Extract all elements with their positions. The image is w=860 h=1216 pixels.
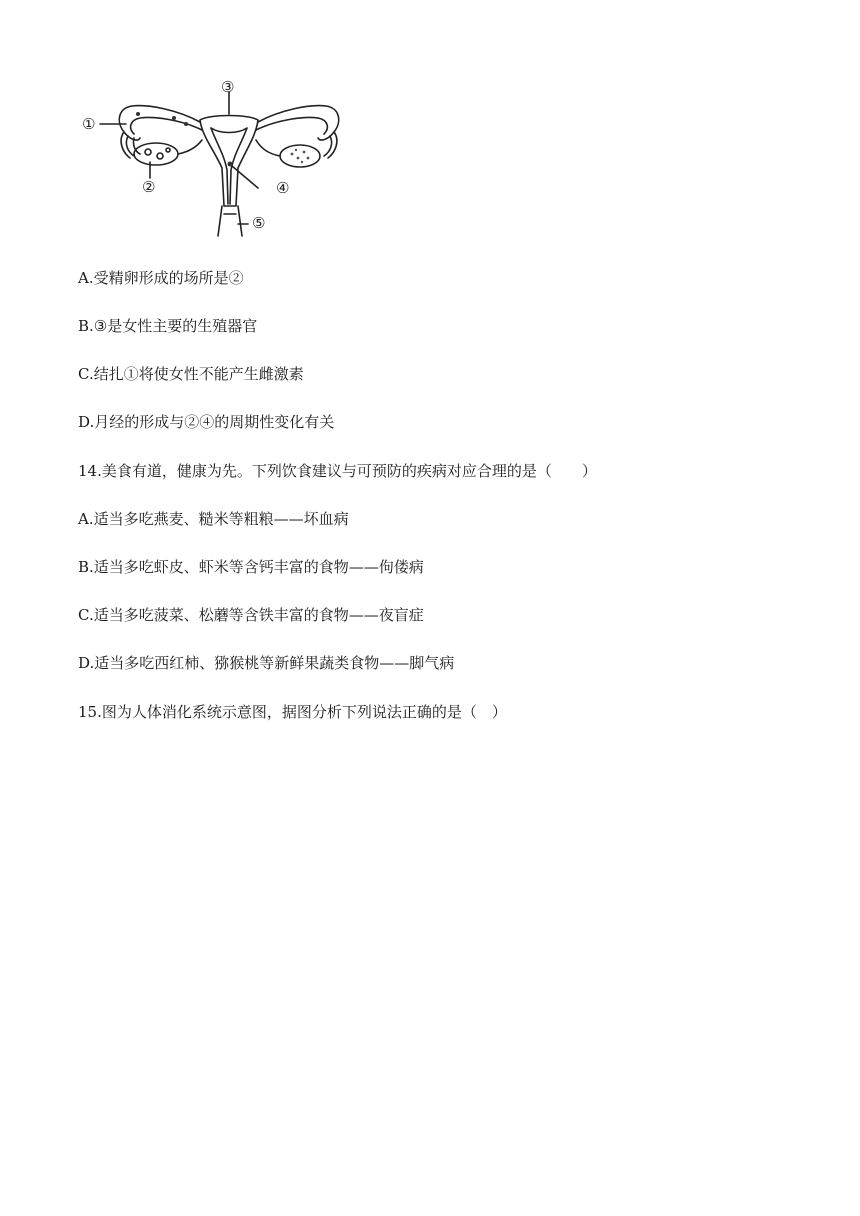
uterus-diagram [78, 78, 350, 240]
q13-option-c: C.结扎①将使女性不能产生雌激素 [78, 365, 304, 383]
q13-option-b: B.③是女性主要的生殖器官 [78, 317, 258, 335]
q13-option-a: A.受精卵形成的场所是② [78, 269, 244, 287]
q14-option-d: D.适当多吃西红柿、猕猴桃等新鲜果蔬类食物——脚气病 [78, 654, 455, 672]
label-3: ③ [221, 78, 235, 96]
q14-option-a: A.适当多吃燕麦、糙米等粗粮——坏血病 [78, 510, 349, 528]
q14-option-c: C.适当多吃菠菜、松蘑等含铁丰富的食物——夜盲症 [78, 606, 424, 624]
label-5: ⑤ [252, 214, 266, 232]
label-2: ② [142, 178, 156, 196]
female-reproductive-system-figure [78, 78, 350, 240]
q14-stem: 14.美食有道，健康为先。下列饮食建议与可预防的疾病对应合理的是（ ） [78, 462, 597, 480]
q15-stem: 15.图为人体消化系统示意图，据图分析下列说法正确的是（ ） [78, 703, 507, 721]
label-1: ① [82, 115, 96, 133]
q13-option-d: D.月经的形成与②④的周期性变化有关 [78, 413, 335, 431]
label-4: ④ [276, 179, 290, 197]
q14-option-b: B.适当多吃虾皮、虾米等含钙丰富的食物——佝偻病 [78, 558, 424, 576]
